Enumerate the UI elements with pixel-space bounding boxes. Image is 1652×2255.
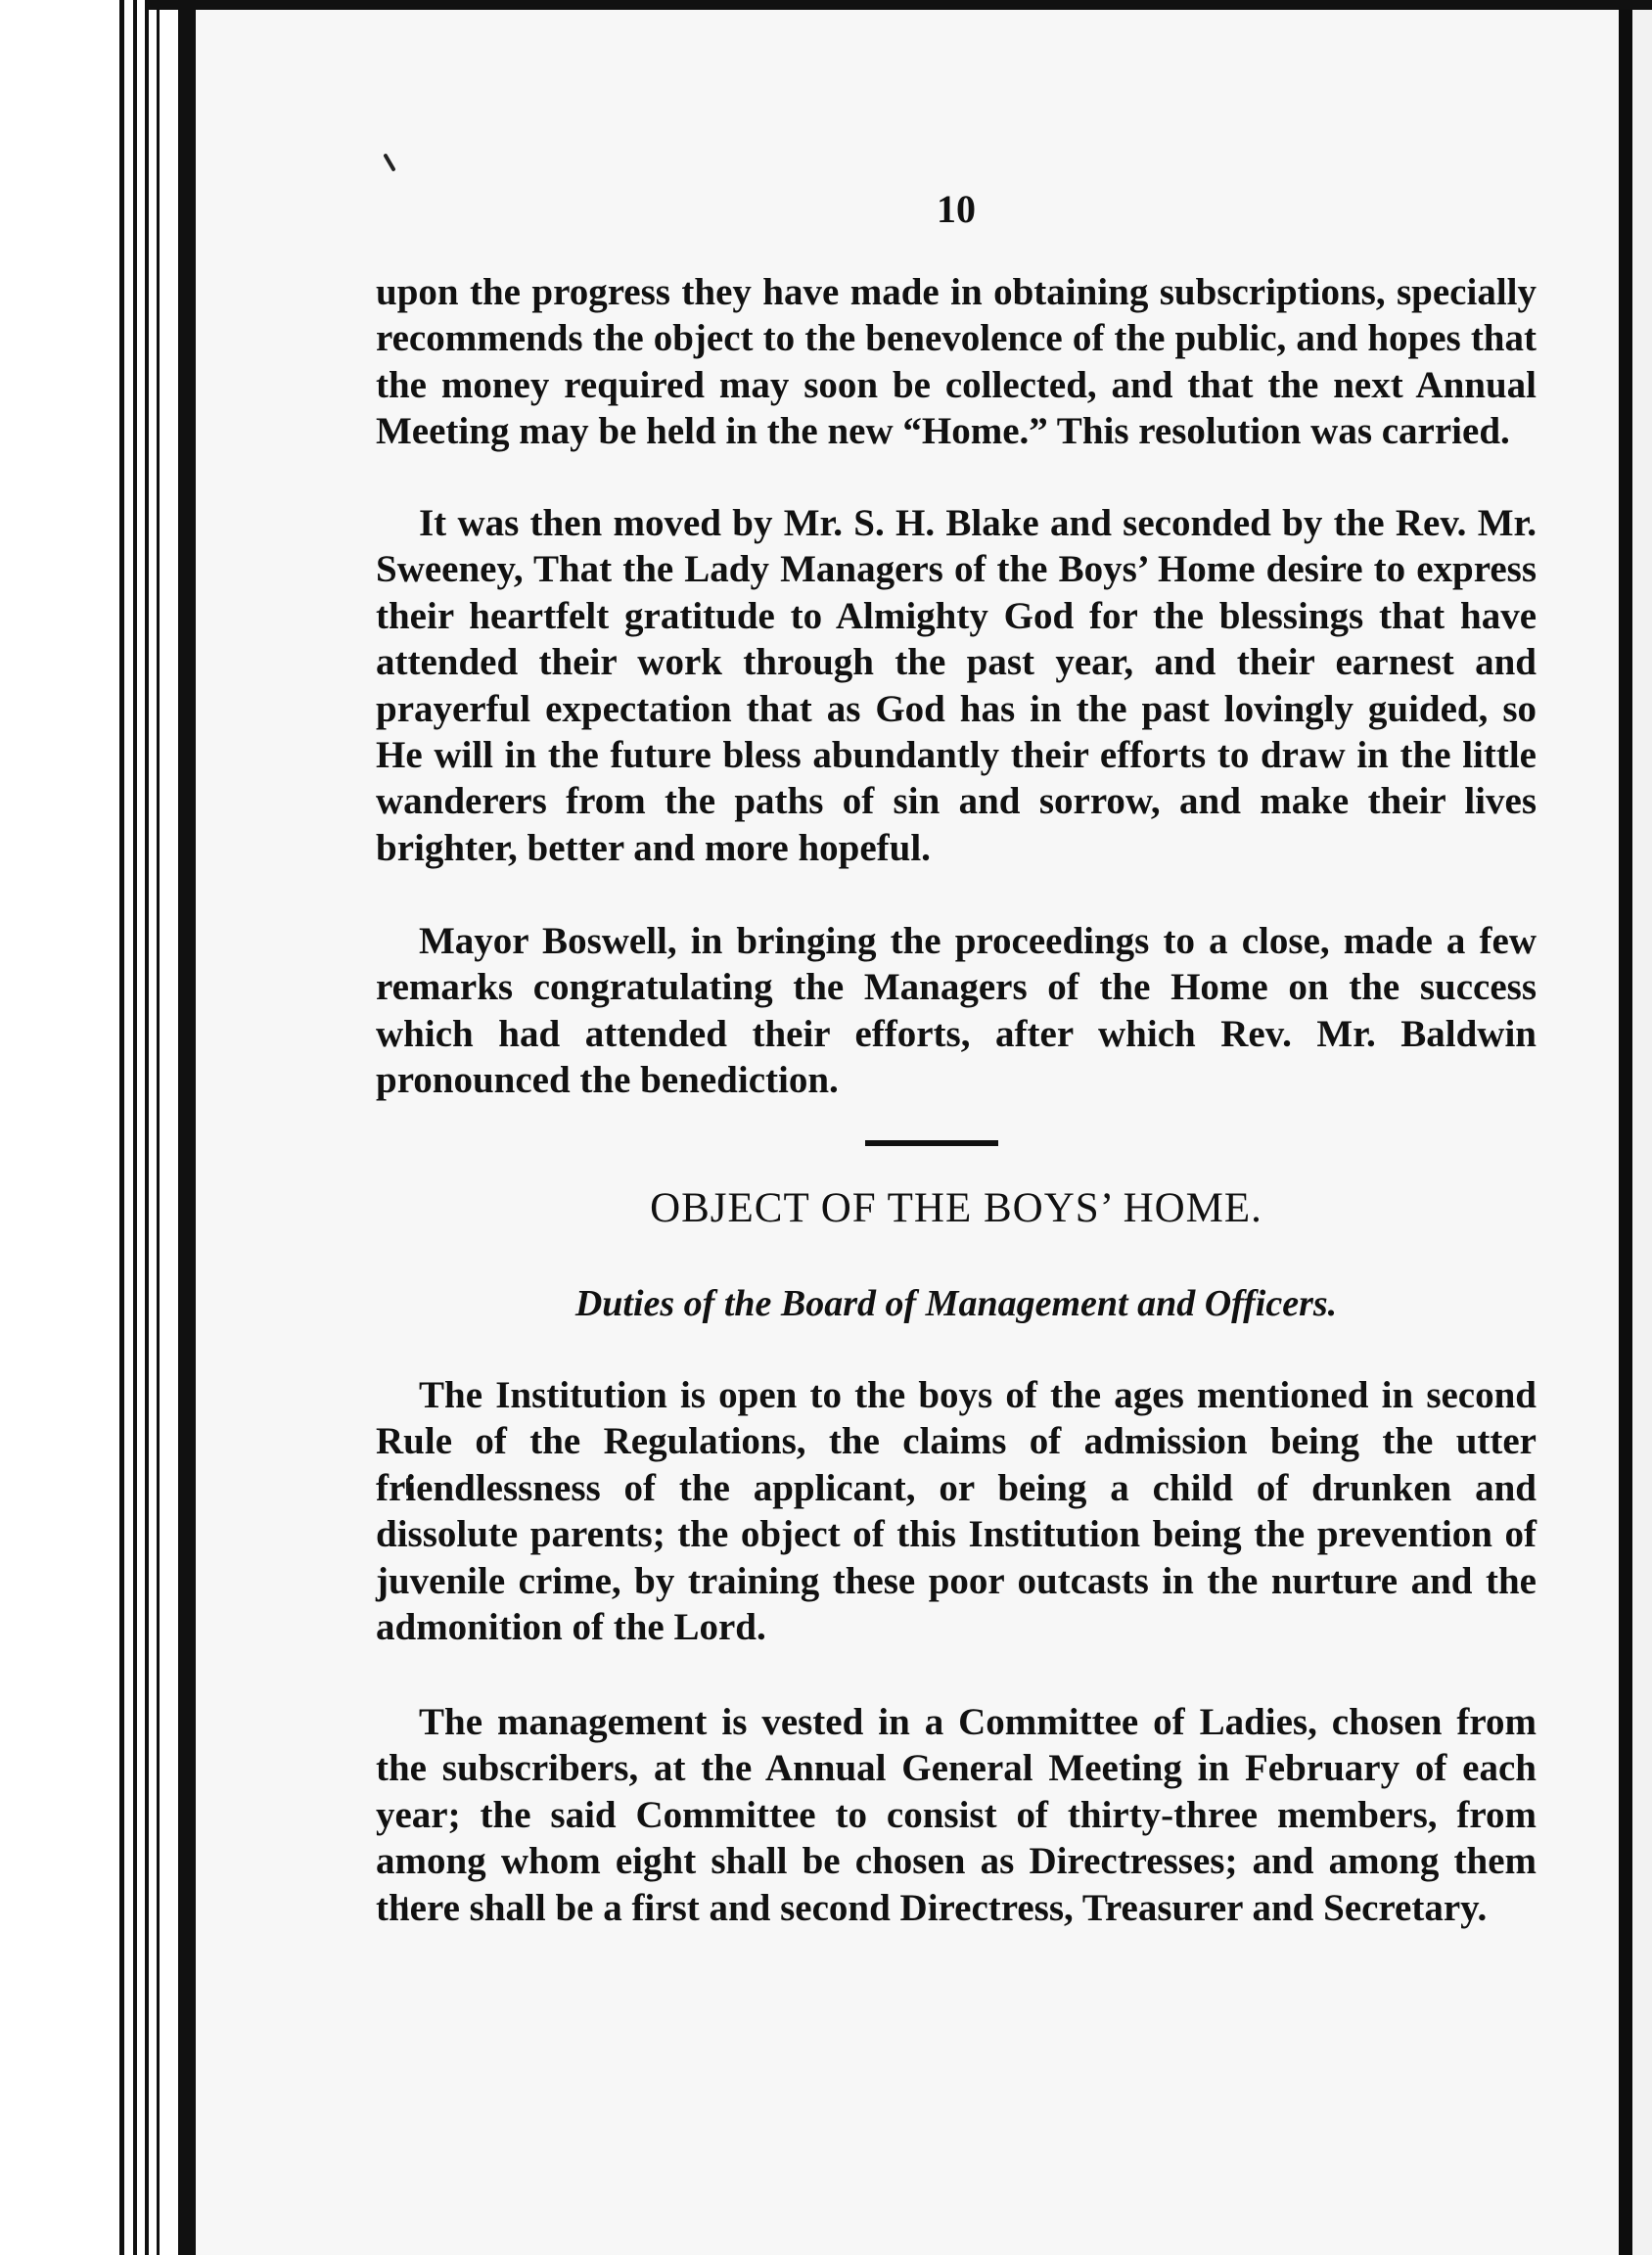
page-edge-line [119, 0, 124, 2255]
scan-border-top [147, 0, 1652, 10]
book-page-edges [98, 0, 196, 2255]
paragraph-text: Mayor Boswell, in bringing the proceedings to a close, made a few remarks congratulating the Managers of the Home on the success which had attended their efforts, after which Rev. Mr. Baldwin pronounced the benediction. [376, 920, 1537, 1102]
page-edge-line [145, 0, 149, 2255]
page-edge-line [133, 0, 137, 2255]
paragraph-text: upon the progress they have made in obtaining subscriptions, specially recommends the object to the benevolence of the public, and hopes that the money required may soon be collected, and that the next Annual Meeting may be held in the new “Home.” This resolution was carried. [376, 271, 1537, 453]
section-subheading: Duties of the Board of Management and Officers. [574, 1283, 1338, 1324]
paragraph-text: The Institution is open to the boys of the ages mentioned in second Rule of the Regulations, the claims of admission being the utter friendlessness of the applicant, or being a child of drunken and dissolute parents; the object of this Institution being the prevention of juvenile crime, by training these poor outcasts in the nurture and the admonition of the Lord. [376, 1374, 1537, 1649]
page-edge-line [157, 0, 160, 2255]
section-divider-rule [865, 1140, 998, 1146]
paragraph [376, 1699, 1537, 1931]
ink-speck [383, 153, 395, 171]
book-page [196, 10, 1619, 2255]
page-number: 10 [937, 187, 976, 231]
scan-margin-right [1632, 0, 1652, 2255]
paragraph [376, 1372, 1537, 1650]
paragraph [376, 918, 1537, 1104]
paragraph [376, 269, 1537, 455]
section-heading: OBJECT OF THE BOYS’ HOME. [650, 1185, 1262, 1231]
page-edge-line [178, 0, 196, 2255]
paragraph-text: It was then moved by Mr. S. H. Blake and seconded by the Rev. Mr. Sweeney, That the Lady Managers of the Boys’ Home desire to express their heartfelt gratitude to Almighty God for the blessings that have attended their work through the past year, and their earnest and prayerful expectation that as God has in the past lovingly guided, so He will in the future bless abundantly their efforts to draw in the little wanderers from the paths of sin and sorrow, and make their lives brighter, better and more hopeful. [376, 502, 1537, 869]
scan-border-right [1619, 0, 1632, 2255]
paragraph-text: The management is vested in a Committee of Ladies, chosen from the subscribers, at the Annual General Meeting in February of each year; the said Committee to consist of thirty-three members, from among whom eight shall be chosen as Directresses; and among them there shall be a first and second Directress, Treasurer and Secretary. [376, 1701, 1537, 1929]
paragraph [376, 500, 1537, 871]
